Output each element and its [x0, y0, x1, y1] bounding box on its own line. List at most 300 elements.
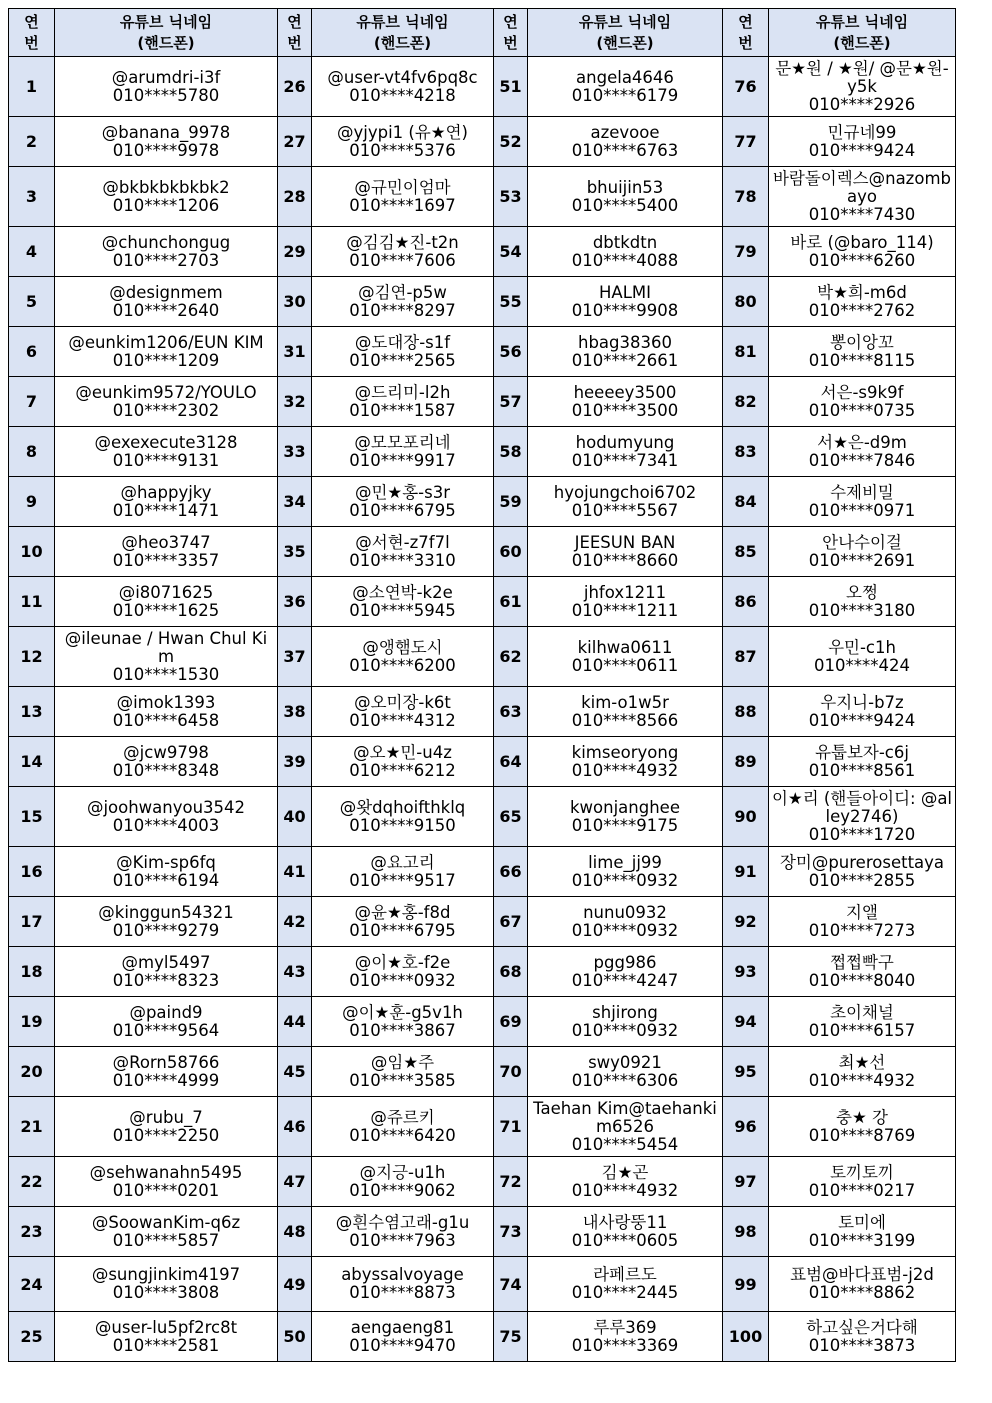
entry-number: 38: [278, 687, 312, 737]
entry-number: 37: [278, 627, 312, 687]
entry-number: 45: [278, 1047, 312, 1097]
entry-cell: [312, 117, 494, 167]
entry-cell: [769, 997, 956, 1047]
youtube-nickname: @user-vt4fv6pq8c: [327, 67, 478, 87]
masked-phone: 010****6763: [571, 140, 679, 160]
entry-cell: [312, 947, 494, 997]
youtube-nickname: @bkbkbkbkbk2: [102, 177, 230, 197]
entry-cell: [769, 1097, 956, 1157]
header-name-cell: [528, 9, 723, 57]
table-row: [9, 947, 956, 997]
masked-phone: 010****2762: [808, 300, 916, 320]
entry-number: 35: [278, 527, 312, 577]
table-row: [9, 427, 956, 477]
masked-phone: 010****8769: [808, 1125, 916, 1145]
entry-number: 63: [494, 687, 528, 737]
masked-phone: 010****8040: [808, 970, 916, 990]
entry-number: 8: [9, 427, 55, 477]
entry-cell: [769, 227, 956, 277]
entry-number: 57: [494, 377, 528, 427]
entry-cell: [312, 687, 494, 737]
header-num-cell: [494, 9, 528, 57]
entry-cell: [528, 427, 723, 477]
entry-number: 74: [494, 1257, 528, 1312]
youtube-nickname: @모모포리네: [354, 432, 451, 452]
youtube-nickname: 우지니-b7z: [820, 692, 904, 712]
table-row: [9, 1097, 956, 1157]
masked-phone: 010****6212: [349, 760, 456, 780]
entry-number: 25: [9, 1312, 55, 1362]
header-name-cell: [312, 9, 494, 57]
entry-cell: [769, 847, 956, 897]
youtube-nickname: @Kim-sp6fq: [116, 852, 216, 872]
entry-cell: [55, 527, 278, 577]
entry-cell: [528, 477, 723, 527]
youtube-nickname: 이★리 (핸들아이디: @alley2746): [771, 788, 953, 826]
entry-cell: [55, 227, 278, 277]
entry-number: 100: [723, 1312, 769, 1362]
table-row: [9, 227, 956, 277]
table-row: [9, 1257, 956, 1312]
entry-number: 1: [9, 57, 55, 117]
youtube-nickname: @왓dqhoifthklq: [339, 797, 466, 817]
entry-cell: [528, 1312, 723, 1362]
entry-cell: [528, 167, 723, 227]
masked-phone: 010****0932: [571, 1020, 679, 1040]
entry-number: 51: [494, 57, 528, 117]
masked-phone: 010****9564: [112, 1020, 220, 1040]
entry-cell: [55, 1257, 278, 1312]
header-num-cell: [9, 9, 55, 57]
entry-cell: [528, 787, 723, 847]
youtube-nickname: hodumyung: [575, 432, 675, 452]
entry-number: 97: [723, 1157, 769, 1207]
table-row: [9, 527, 956, 577]
masked-phone: 010****5400: [571, 195, 679, 215]
entry-number: 95: [723, 1047, 769, 1097]
header-num-label: 연: [503, 12, 518, 31]
youtube-nickname: bhuijin53: [586, 177, 664, 197]
entry-cell: [55, 167, 278, 227]
entry-cell: [55, 277, 278, 327]
youtube-nickname: HALMI: [599, 282, 651, 302]
entry-cell: [312, 1047, 494, 1097]
youtube-nickname: @paind9: [129, 1002, 203, 1022]
entry-number: 49: [278, 1257, 312, 1312]
entry-cell: [769, 117, 956, 167]
masked-phone: 010****4218: [349, 85, 456, 105]
entry-number: 5: [9, 277, 55, 327]
entry-cell: [55, 687, 278, 737]
masked-phone: 010****0932: [571, 920, 679, 940]
youtube-nickname: azevooe: [590, 122, 660, 142]
entry-number: 67: [494, 897, 528, 947]
entry-cell: [55, 997, 278, 1047]
header-name-label: (핸드폰): [373, 33, 432, 52]
entry-number: 14: [9, 737, 55, 787]
youtube-nickname: @sehwanahn5495: [89, 1162, 243, 1182]
youtube-nickname: 수제비밀: [830, 482, 894, 502]
entry-cell: [55, 57, 278, 117]
table-row: [9, 847, 956, 897]
entry-cell: [312, 1097, 494, 1157]
youtube-nickname: @myl5497: [121, 952, 211, 972]
entry-cell: [528, 897, 723, 947]
entry-number: 34: [278, 477, 312, 527]
entry-cell: [769, 1207, 956, 1257]
youtube-nickname: @rubu_7: [129, 1107, 203, 1127]
masked-phone: 010****6157: [808, 1020, 916, 1040]
masked-phone: 010****6420: [349, 1125, 456, 1145]
entry-number: 96: [723, 1097, 769, 1157]
entry-number: 69: [494, 997, 528, 1047]
table-row: [9, 1312, 956, 1362]
masked-phone: 010****2445: [571, 1283, 679, 1302]
table-row: [9, 477, 956, 527]
youtube-nickname: @Rorn58766: [112, 1052, 220, 1072]
masked-phone: 010****2703: [112, 250, 220, 270]
youtube-nickname: 표범@바다표범-j2d: [790, 1265, 934, 1284]
table-row: [9, 377, 956, 427]
entry-cell: [528, 1157, 723, 1207]
table-body: [9, 57, 956, 1362]
table-row: [9, 897, 956, 947]
entry-number: 23: [9, 1207, 55, 1257]
masked-phone: 010****2581: [112, 1335, 220, 1355]
header-name-label: (핸드폰): [596, 33, 654, 52]
entry-cell: [55, 1312, 278, 1362]
youtube-nickname: 박★희-m6d: [817, 282, 907, 302]
entry-cell: [769, 527, 956, 577]
masked-phone: 010****4312: [349, 710, 456, 730]
entry-number: 80: [723, 277, 769, 327]
masked-phone: 010****9917: [349, 450, 456, 470]
entry-cell: [528, 947, 723, 997]
table-row: [9, 1047, 956, 1097]
masked-phone: 010****9978: [112, 140, 220, 160]
youtube-nickname: @윤★홍-f8d: [354, 902, 451, 922]
entry-cell: [312, 997, 494, 1047]
header-num-label: 번: [287, 33, 302, 52]
masked-phone: 010****4247: [571, 970, 679, 990]
youtube-nickname: swy0921: [588, 1052, 662, 1072]
youtube-nickname: 지앨: [846, 902, 878, 922]
header-name-label: 유튜브 닉네임: [356, 12, 449, 31]
entry-number: 13: [9, 687, 55, 737]
entry-number: 18: [9, 947, 55, 997]
entry-number: 26: [278, 57, 312, 117]
table-row: [9, 627, 956, 687]
youtube-nickname: 루루369: [593, 1317, 657, 1337]
entry-cell: [55, 947, 278, 997]
entry-cell: [528, 277, 723, 327]
entry-number: 55: [494, 277, 528, 327]
youtube-nickname: dbtkdtn: [592, 232, 658, 252]
entry-cell: [769, 1257, 956, 1312]
entry-number: 75: [494, 1312, 528, 1362]
entry-cell: [55, 327, 278, 377]
masked-phone: 010****1720: [808, 824, 916, 844]
header-num-label: 번: [738, 33, 753, 52]
header-name-label: 유튜브 닉네임: [815, 12, 909, 31]
entry-cell: [769, 277, 956, 327]
masked-phone: 010****7341: [571, 450, 679, 470]
entry-number: 48: [278, 1207, 312, 1257]
youtube-nickname: @heo3747: [121, 532, 211, 552]
entry-number: 28: [278, 167, 312, 227]
entry-cell: [55, 847, 278, 897]
youtube-nickname: @joohwanyou3542: [86, 797, 246, 817]
entry-cell: [55, 577, 278, 627]
entry-cell: [55, 1097, 278, 1157]
entry-number: 30: [278, 277, 312, 327]
entry-cell: [55, 427, 278, 477]
table-row: [9, 577, 956, 627]
masked-phone: 010****4999: [112, 1070, 220, 1090]
youtube-nickname: 최★선: [838, 1052, 886, 1072]
entry-cell: [312, 57, 494, 117]
masked-phone: 010****7846: [808, 450, 916, 470]
youtube-nickname: @user-lu5pf2rc8t: [94, 1317, 238, 1337]
entry-cell: [528, 377, 723, 427]
header-num-cell: [723, 9, 769, 57]
table-row: [9, 167, 956, 227]
youtube-nickname: angela4646: [576, 67, 674, 87]
entry-cell: [769, 577, 956, 627]
youtube-nickname: 우민-c1h: [828, 637, 896, 657]
entry-number: 62: [494, 627, 528, 687]
masked-phone: 010****4932: [808, 1070, 916, 1090]
masked-phone: 010****5780: [112, 85, 220, 105]
masked-phone: 010****2565: [349, 350, 456, 370]
masked-phone: 010****3310: [349, 550, 456, 570]
entry-number: 52: [494, 117, 528, 167]
entry-cell: [769, 377, 956, 427]
entry-number: 46: [278, 1097, 312, 1157]
masked-phone: 010****9517: [349, 870, 456, 890]
entry-number: 94: [723, 997, 769, 1047]
entry-number: 21: [9, 1097, 55, 1157]
youtube-nickname: @도대장-s1f: [354, 332, 451, 352]
youtube-nickname: @쥬르키: [370, 1107, 435, 1127]
entry-number: 64: [494, 737, 528, 787]
masked-phone: 010****6795: [349, 500, 456, 520]
entry-cell: [769, 427, 956, 477]
entry-number: 76: [723, 57, 769, 117]
header-num-cell: [278, 9, 312, 57]
entry-cell: [528, 57, 723, 117]
masked-phone: 010****7963: [349, 1230, 456, 1250]
entry-number: 89: [723, 737, 769, 787]
entry-cell: [312, 737, 494, 787]
entry-number: 78: [723, 167, 769, 227]
entry-cell: [312, 1157, 494, 1207]
masked-phone: 010****3199: [808, 1230, 916, 1250]
youtube-nickname: @kinggun54321: [98, 902, 234, 922]
entry-cell: [769, 687, 956, 737]
entry-cell: [528, 117, 723, 167]
masked-phone: 010****8566: [571, 710, 679, 730]
entry-number: 31: [278, 327, 312, 377]
masked-phone: 010****3357: [112, 550, 220, 570]
entry-number: 32: [278, 377, 312, 427]
masked-phone: 010****5376: [349, 140, 456, 160]
entry-cell: [528, 1207, 723, 1257]
entry-cell: [769, 787, 956, 847]
youtube-nickname: 충★ 강: [836, 1107, 888, 1127]
header-name-cell: [769, 9, 956, 57]
entry-number: 7: [9, 377, 55, 427]
masked-phone: 010****1587: [349, 400, 456, 420]
entry-cell: [55, 377, 278, 427]
entry-number: 72: [494, 1157, 528, 1207]
table-row: [9, 117, 956, 167]
youtube-nickname: @ileunae / Hwan Chul Kim: [64, 628, 268, 666]
entry-cell: [312, 227, 494, 277]
masked-phone: 010****7606: [349, 250, 456, 270]
entry-number: 81: [723, 327, 769, 377]
entry-number: 99: [723, 1257, 769, 1312]
youtube-nickname: @소연박-k2e: [352, 582, 453, 602]
masked-phone: 010****9908: [571, 300, 679, 320]
masked-phone: 010****6179: [571, 85, 679, 105]
entry-cell: [769, 57, 956, 117]
masked-phone: 010****8561: [808, 760, 916, 780]
entry-number: 47: [278, 1157, 312, 1207]
masked-phone: 010****6194: [112, 870, 220, 890]
header-num-label: 번: [503, 33, 518, 52]
masked-phone: 010****8297: [349, 300, 456, 320]
masked-phone: 010****2691: [808, 550, 916, 570]
masked-phone: 010****3867: [349, 1020, 456, 1040]
entry-number: 93: [723, 947, 769, 997]
youtube-nickname: 하고싶은거다해: [806, 1317, 918, 1337]
entry-cell: [528, 737, 723, 787]
youtube-nickname: 뽕이앙꼬: [830, 332, 894, 352]
youtube-nickname: 내사랑뚱11: [582, 1212, 668, 1232]
header-name-cell: [55, 9, 278, 57]
entry-cell: [312, 527, 494, 577]
entry-number: 86: [723, 577, 769, 627]
entry-cell: [769, 1157, 956, 1207]
entry-cell: [769, 327, 956, 377]
masked-phone: 010****1211: [571, 600, 679, 620]
entry-cell: [769, 737, 956, 787]
header-num-label: 연: [24, 12, 39, 31]
entry-cell: [312, 477, 494, 527]
entry-number: 61: [494, 577, 528, 627]
youtube-nickname: @이★호-f2e: [354, 952, 451, 972]
entry-number: 71: [494, 1097, 528, 1157]
entry-cell: [769, 1312, 956, 1362]
entry-cell: [528, 1257, 723, 1312]
youtube-nickname: @오미장-k6t: [354, 692, 451, 712]
entry-number: 3: [9, 167, 55, 227]
youtube-nickname: 민규네99: [827, 122, 897, 142]
masked-phone: 010****0217: [808, 1180, 916, 1200]
youtube-nickname: @arumdri-i3f: [111, 67, 221, 87]
masked-phone: 010****3500: [571, 400, 679, 420]
youtube-nickname: kwonjanghee: [570, 797, 680, 817]
entry-number: 79: [723, 227, 769, 277]
youtube-nickname: pgg986: [593, 952, 657, 972]
masked-phone: 010****1209: [112, 350, 220, 370]
masked-phone: 010****3873: [808, 1335, 916, 1355]
entry-number: 82: [723, 377, 769, 427]
entry-number: 4: [9, 227, 55, 277]
entry-number: 50: [278, 1312, 312, 1362]
masked-phone: 010****9062: [349, 1180, 456, 1200]
masked-phone: 010****9131: [112, 450, 220, 470]
entry-cell: [312, 377, 494, 427]
entry-number: 90: [723, 787, 769, 847]
header-num-label: 번: [24, 33, 39, 52]
entry-number: 92: [723, 897, 769, 947]
masked-phone: 010****1697: [349, 195, 456, 215]
table-row: [9, 327, 956, 377]
entry-number: 43: [278, 947, 312, 997]
masked-phone: 010****9150: [349, 815, 456, 835]
entry-cell: [769, 627, 956, 687]
entry-number: 66: [494, 847, 528, 897]
youtube-nickname: @흰수염고래-g1u: [335, 1212, 470, 1232]
entry-number: 65: [494, 787, 528, 847]
masked-phone: 010****8873: [349, 1283, 456, 1302]
masked-phone: 010****0932: [571, 870, 679, 890]
table-row: [9, 997, 956, 1047]
entry-cell: [312, 167, 494, 227]
youtube-nickname: 토미에: [838, 1212, 886, 1232]
entry-number: 2: [9, 117, 55, 167]
entry-number: 22: [9, 1157, 55, 1207]
entry-number: 16: [9, 847, 55, 897]
youtube-nickname: @designmem: [109, 282, 223, 302]
entry-number: 98: [723, 1207, 769, 1257]
youtube-nickname: 김★곤: [601, 1162, 649, 1182]
youtube-nickname: shjirong: [592, 1002, 658, 1022]
masked-phone: 010****6306: [571, 1070, 679, 1090]
entry-number: 24: [9, 1257, 55, 1312]
header-name-label: (핸드폰): [137, 33, 195, 52]
masked-phone: 010****4003: [112, 815, 220, 835]
youtube-nickname: @오★민-u4z: [353, 742, 452, 762]
youtube-nickname: @eunkim9572/YOULO: [75, 382, 257, 402]
entry-cell: [528, 627, 723, 687]
youtube-nickname: Taehan Kim@taehankim6526: [533, 1098, 717, 1136]
youtube-nickname: nunu0932: [583, 902, 667, 922]
youtube-nickname: @드리미-l2h: [354, 382, 451, 402]
entry-cell: [55, 737, 278, 787]
youtube-nickname: @imok1393: [116, 692, 216, 712]
masked-phone: 010****4932: [571, 760, 679, 780]
entry-number: 77: [723, 117, 769, 167]
youtube-nickname: kim-o1w5r: [581, 692, 669, 712]
masked-phone: 010****6458: [112, 710, 220, 730]
masked-phone: 010****4932: [571, 1180, 679, 1200]
youtube-nickname: kimseoryong: [571, 742, 679, 762]
youtube-nickname: @chunchongug: [101, 232, 231, 252]
youtube-nickname: lime_jj99: [588, 852, 662, 872]
entry-number: 20: [9, 1047, 55, 1097]
youtube-nickname: abyssalvoyage: [341, 1265, 464, 1284]
winners-table: [8, 8, 956, 1362]
youtube-nickname: @exexecute3128: [94, 432, 238, 452]
masked-phone: 010****7273: [808, 920, 916, 940]
masked-phone: 010****9424: [808, 140, 916, 160]
masked-phone: 010****8348: [112, 760, 220, 780]
entry-cell: [769, 1047, 956, 1097]
entry-cell: [55, 897, 278, 947]
